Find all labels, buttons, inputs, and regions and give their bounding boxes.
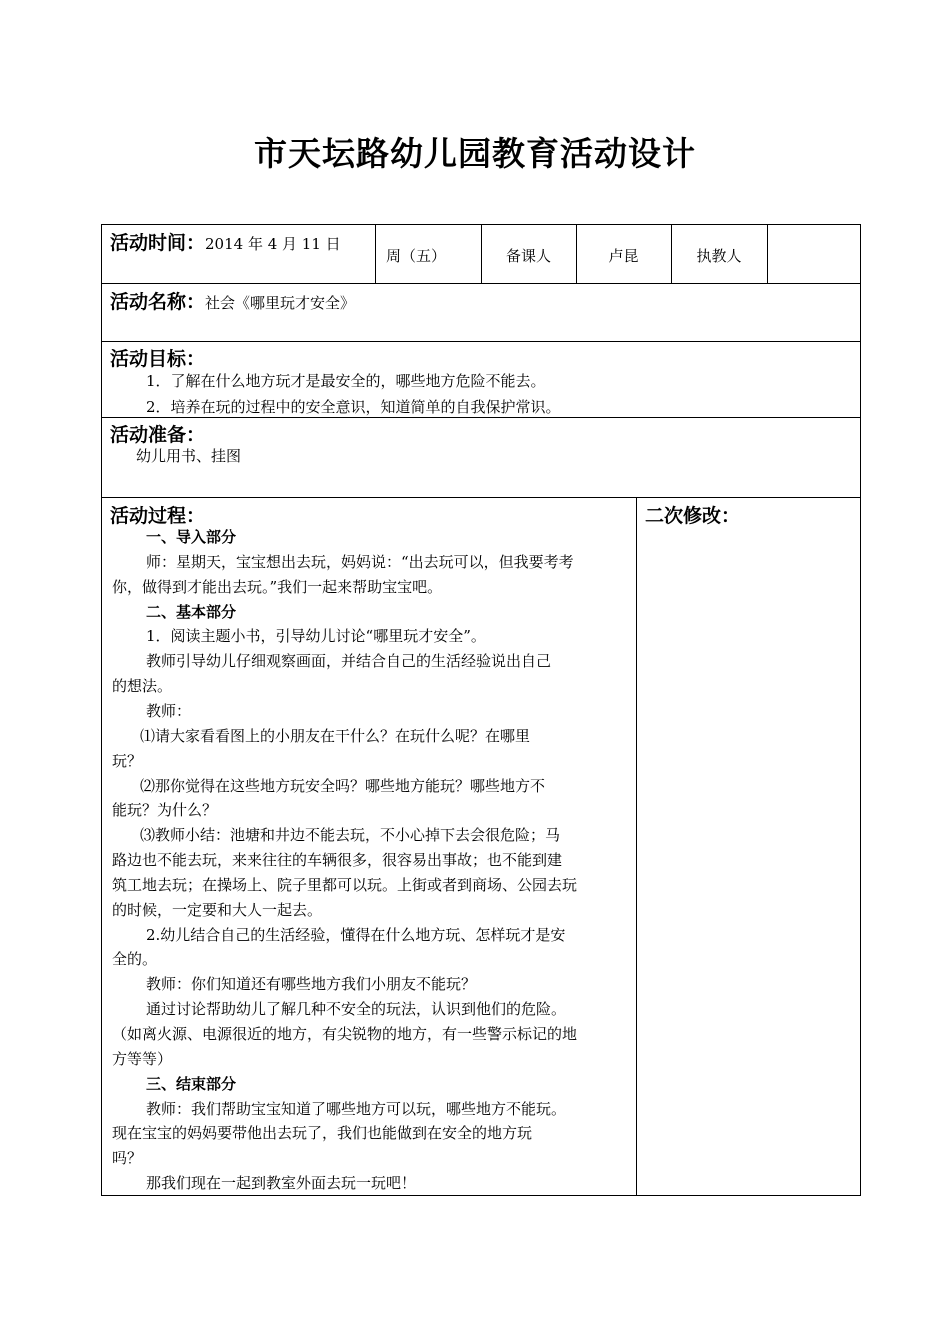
activity-name-value: 社会《哪里玩才安全》 bbox=[205, 294, 356, 312]
page-title: 市天坛路幼儿园教育活动设计 bbox=[254, 134, 696, 173]
process-line: 的想法。 bbox=[112, 677, 173, 695]
process-line: 你，做得到才能出去玩。”我们一起来帮助宝宝吧。 bbox=[112, 578, 443, 596]
process-line: 方等等） bbox=[112, 1050, 173, 1068]
process-line: 通过讨论帮助幼儿了解几种不安全的玩法，认识到他们的危险。 bbox=[146, 1000, 567, 1018]
process-line: 的时候，一定要和大人一起去。 bbox=[112, 901, 323, 919]
process-line: （如离火源、电源很近的地方，有尖锐物的地方，有一些警示标记的地 bbox=[112, 1025, 578, 1043]
process-line: ⑶教师小结：池塘和井边不能去玩，不小心掉下去会很危险；马 bbox=[140, 826, 561, 844]
activity-time bbox=[110, 228, 341, 255]
process-line: 教师： bbox=[146, 702, 192, 720]
process-line: 那我们现在一起到教室外面去玩一玩吧！ bbox=[146, 1174, 417, 1192]
preparation-value: 幼儿用书、挂图 bbox=[136, 447, 242, 465]
process-line: ⑵那你觉得在这些地方玩安全吗？哪些地方能玩？哪些地方不 bbox=[140, 777, 546, 795]
process-label: 活动过程： bbox=[110, 505, 206, 527]
activity-name-label: 活动名称： bbox=[110, 291, 206, 313]
process-line: ⑴请大家看看图上的小朋友在干什么？在玩什么呢？在哪里 bbox=[140, 727, 531, 745]
table-border-right bbox=[860, 224, 861, 1195]
table-border-left bbox=[101, 224, 102, 1195]
process-line: 全的。 bbox=[112, 950, 158, 968]
process-line: 教师：我们帮助宝宝知道了哪些地方可以玩，哪些地方不能玩。 bbox=[146, 1100, 567, 1118]
row-divider-3 bbox=[101, 417, 861, 418]
process-line: 现在宝宝的妈妈要带他出去玩了，我们也能做到在安全的地方玩 bbox=[112, 1124, 533, 1142]
process-line: 筑工地去玩；在操场上、院子里都可以玩。上街或者到商场、公园去玩 bbox=[112, 876, 578, 894]
revision-label: 二次修改： bbox=[645, 505, 741, 527]
preparer-label: 备课人 bbox=[505, 247, 551, 265]
process-line: 教师引导幼儿仔细观察画面，并结合自己的生活经验说出自己 bbox=[146, 652, 552, 670]
process-line: 教师：你们知道还有哪些地方我们小朋友不能玩？ bbox=[146, 975, 477, 993]
goals-label: 活动目标： bbox=[110, 348, 206, 370]
process-line: 能玩？为什么？ bbox=[112, 801, 218, 819]
process-col-divider bbox=[636, 497, 637, 1195]
table-border-bottom bbox=[101, 1195, 861, 1196]
process-section-heading: 二、基本部分 bbox=[146, 603, 237, 621]
row-divider-2 bbox=[101, 341, 861, 342]
row-divider-1 bbox=[101, 283, 861, 284]
preparation-label: 活动准备： bbox=[110, 424, 206, 446]
process-line: 吗？ bbox=[112, 1149, 143, 1167]
process-line: 2.幼儿结合自己的生活经验，懂得在什么地方玩、怎样玩才是安 bbox=[146, 926, 566, 944]
header-col-divider-1 bbox=[375, 224, 376, 283]
process-section-heading: 一、导入部分 bbox=[146, 528, 237, 546]
process-line: 路边也不能去玩，来来往往的车辆很多，很容易出事故；也不能到建 bbox=[112, 851, 563, 869]
activity-name bbox=[110, 287, 355, 314]
goal-item-2: 2．培养在玩的过程中的安全意识，知道简单的自我保护常识。 bbox=[146, 398, 561, 416]
goal-item-1: 1．了解在什么地方玩才是最安全的，哪些地方危险不能去。 bbox=[146, 372, 546, 390]
process-line: 玩？ bbox=[112, 752, 143, 770]
teacher-label: 执教人 bbox=[696, 247, 742, 265]
process-line: 1．阅读主题小书，引导幼儿讨论“哪里玩才安全”。 bbox=[146, 627, 486, 645]
row-divider-4 bbox=[101, 497, 861, 498]
weekday: 周（五） bbox=[386, 247, 447, 265]
header-col-divider-5 bbox=[767, 224, 768, 283]
process-section-heading: 三、结束部分 bbox=[146, 1075, 237, 1093]
activity-time-value: 2014 年 4 月 11 日 bbox=[205, 235, 341, 253]
activity-time-label: 活动时间： bbox=[110, 232, 206, 254]
process-line: 师：星期天，宝宝想出去玩，妈妈说：“出去玩可以，但我要考考 bbox=[146, 553, 574, 571]
preparer-name: 卢昆 bbox=[608, 247, 639, 265]
